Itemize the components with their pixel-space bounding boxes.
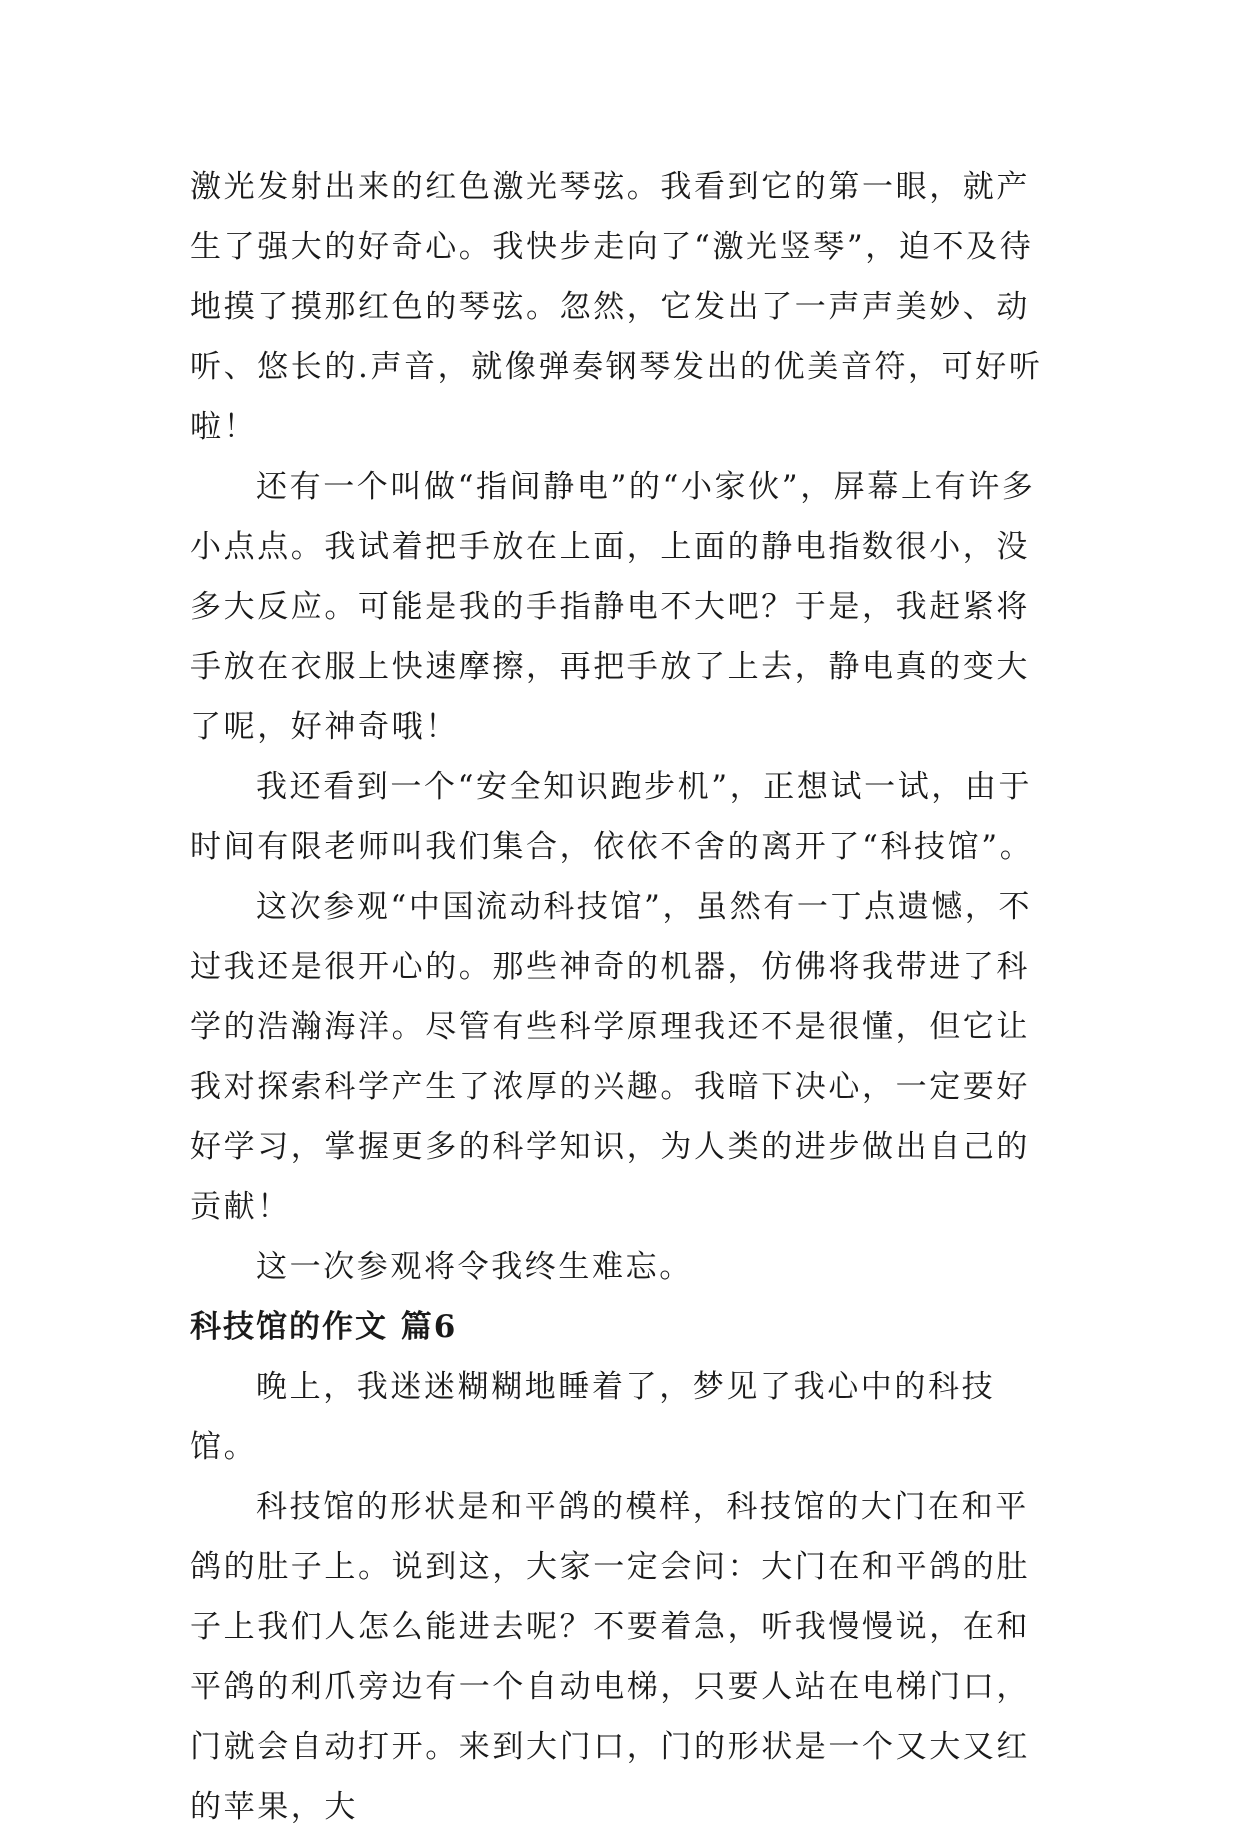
paragraph-dove-building: 科技馆的形状是和平鸽的模样，科技馆的大门在和平鸽的肚子上。说到这，大家一定会问：大门在和平鸽的肚子上我们人怎么能进去呢？不要着急，听我慢慢说，在和平鸽的利爪旁边有一个自动电梯，只要人站在电梯门口，门就会自动打开。来到大门口，门的形状是一个又大又红的苹果，大 [190,1489,1030,1825]
paragraph-conclusion: 这一次参观将令我终生难忘。 [256,1249,693,1285]
paragraph-static-electricity: 还有一个叫做“指间静电”的“小家伙”，屏幕上有许多小点点。我试着把手放在上面，上面的静电指数很小，没多大反应。可能是我的手指静电不大吧？于是，我赶紧将手放在衣服上快速摩擦，再把手放了上去，静电真的变大了呢，好神奇哦！ [190,469,1036,745]
paragraph-reflection: 这次参观“中国流动科技馆”，虽然有一丁点遗憾，不过我还是很开心的。那些神奇的机器，仿佛将我带进了科学的浩瀚海洋。尽管有些科学原理我还不是很懂，但它让我对探索科学产生了浓厚的兴趣。我暗下决心，一定要好好学习，掌握更多的科学知识，为人类的进步做出自己的贡献！ [190,889,1033,1225]
section-heading: 科技馆的作文 篇6 [190,1309,458,1345]
paragraph-laser-harp: 激光发射出来的红色激光琴弦。我看到它的第一眼，就产生了强大的好奇心。我快步走向了“激光竖琴”，迫不及待地摸了摸那红色的琴弦。忽然，它发出了一声声美妙、动听、悠长的.声音，就像弹奏钢琴发出的优美音符，可好听啦！ [190,169,1043,445]
paragraph-dream: 晚上，我迷迷糊糊地睡着了，梦见了我心中的科技馆。 [190,1369,996,1465]
paragraph-treadmill: 我还看到一个“安全知识跑步机”，正想试一试，由于时间有限老师叫我们集合，依依不舍的离开了“科技馆”。 [190,769,1034,865]
document-body [190,157,1060,1837]
